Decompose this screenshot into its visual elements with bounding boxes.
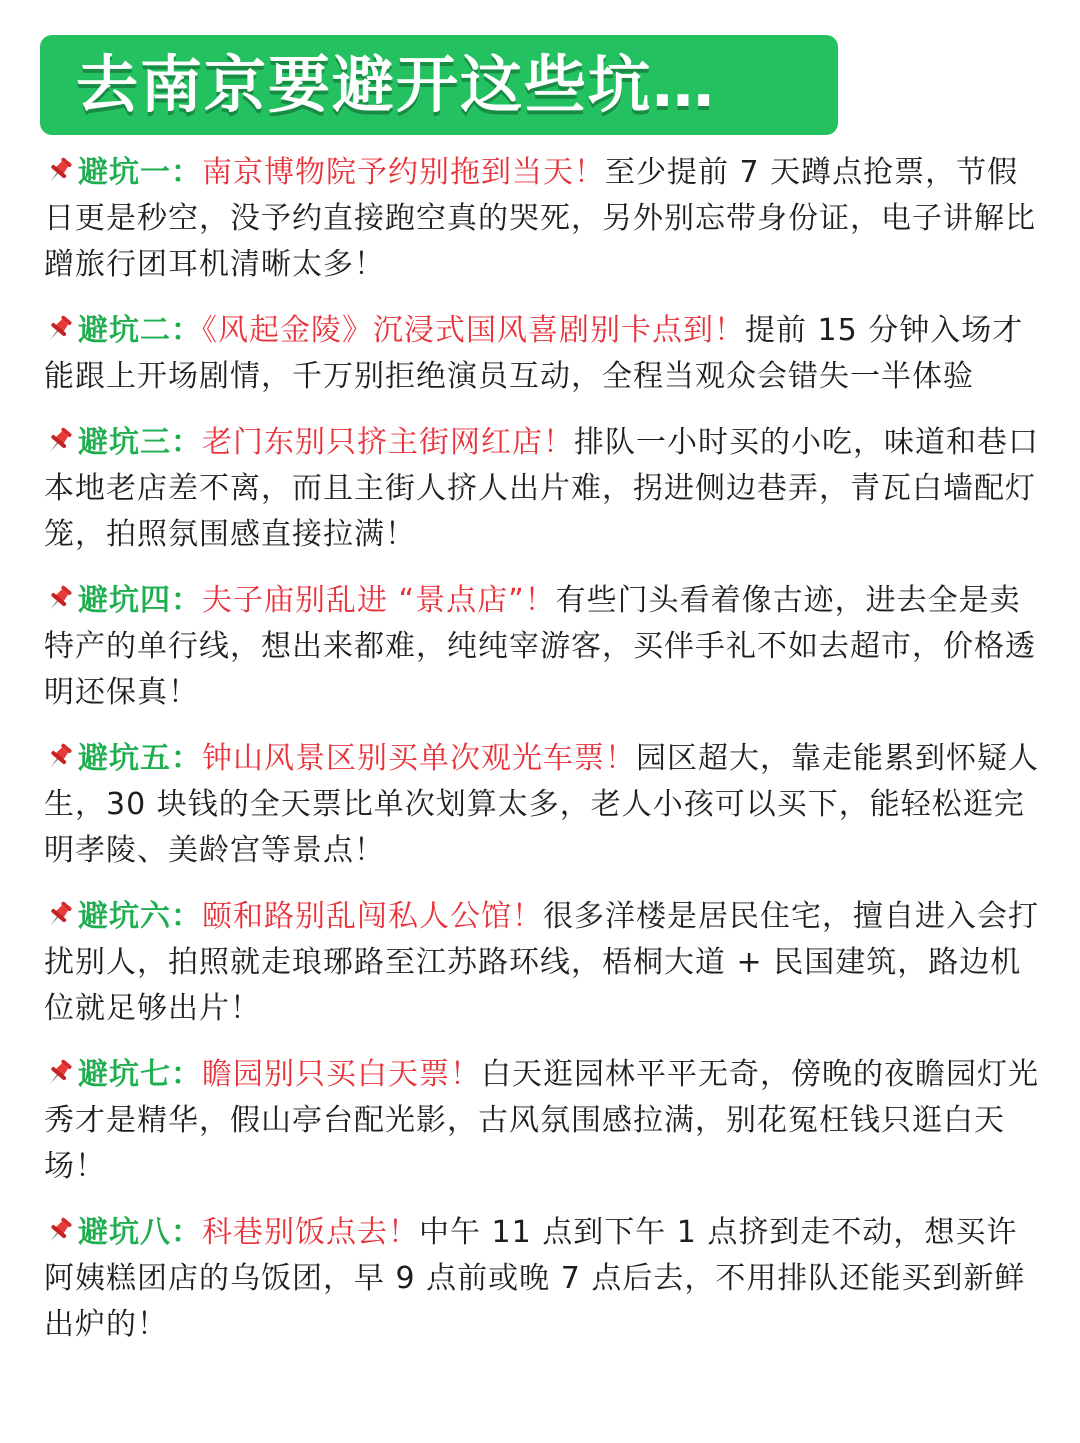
tip-headline: 颐和路别乱闯私人公馆！ (202, 899, 543, 934)
tip-label: 避坑三： (78, 425, 202, 460)
tip-label: 避坑七： (78, 1057, 202, 1092)
pushpin-icon (44, 898, 76, 930)
tip-item (44, 150, 1044, 288)
page-title: 去南京要避开这些坑… (76, 48, 717, 121)
pushpin-icon (44, 582, 76, 614)
pushpin-icon (44, 740, 76, 772)
tip-label: 避坑八： (78, 1215, 202, 1250)
tip-body: 白天逛园林平平无奇，傍晚的夜瞻园灯光秀才是精华，假山亭台配光影，古风氛围感拉满，别花冤枉钱只逛白天场！ (44, 1057, 1039, 1184)
tip-label: 避坑六： (78, 899, 202, 934)
tip-headline: 南京博物院予约别拖到当天！ (202, 155, 605, 190)
tip-headline: 科巷别饭点去！ (202, 1215, 419, 1250)
pushpin-icon (44, 1214, 76, 1246)
title-banner (40, 35, 838, 135)
tip-item (44, 894, 1044, 1032)
pushpin-icon (44, 312, 76, 344)
tip-item (44, 308, 1044, 400)
tip-item (44, 1210, 1044, 1348)
tip-body: 排队一小时买的小吃，味道和巷口本地老店差不离，而且主街人挤人出片难，拐进侧边巷弄，青瓦白墙配灯笼，拍照氛围感直接拉满！ (44, 425, 1039, 552)
tip-item (44, 736, 1044, 874)
tip-body: 提前 15 分钟入场才能跟上开场剧情，千万别拒绝演员互动，全程当观众会错失一半体验 (44, 313, 1024, 394)
tip-headline: 《风起金陵》沉浸式国风喜剧别卡点到！ (202, 313, 745, 348)
tip-headline: 瞻园别只买白天票！ (202, 1057, 481, 1092)
tip-headline: 老门东别只挤主街网红店！ (202, 425, 574, 460)
pushpin-icon (44, 1056, 76, 1088)
tip-item (44, 420, 1044, 558)
tip-body: 有些门头看着像古迹，进去全是卖特产的单行线，想出来都难，纯纯宰游客，买伴手礼不如去超市，价格透明还保真！ (44, 583, 1036, 710)
tip-body: 园区超大，靠走能累到怀疑人生，30 块钱的全天票比单次划算太多，老人小孩可以买下，能轻松逛完明孝陵、美龄宫等景点！ (44, 741, 1039, 868)
tip-label: 避坑一： (78, 155, 202, 190)
pushpin-icon (44, 154, 76, 186)
tip-headline: 钟山风景区别买单次观光车票！ (202, 741, 636, 776)
tip-label: 避坑二： (78, 313, 202, 348)
tips-list (44, 150, 1044, 1368)
tip-body: 很多洋楼是居民住宅，擅自进入会打扰别人，拍照就走琅琊路至江苏路环线，梧桐大道 + 民国建筑，路边机位就足够出片！ (44, 899, 1039, 1026)
tip-headline: 夫子庙别乱进 “景点店”！ (202, 583, 556, 618)
tip-body: 中午 11 点到下午 1 点挤到走不动，想买许阿姨糕团店的乌饭团，早 9 点前或晚 7 点后去，不用排队还能买到新鲜出炉的！ (44, 1215, 1026, 1342)
tip-body: 至少提前 7 天蹲点抢票，节假日更是秒空，没予约直接跑空真的哭死，另外别忘带身份证，电子讲解比蹭旅行团耳机清晰太多！ (44, 155, 1036, 282)
tip-item (44, 578, 1044, 716)
tip-label: 避坑五： (78, 741, 202, 776)
tip-label: 避坑四： (78, 583, 202, 618)
pushpin-icon (44, 424, 76, 456)
tip-item (44, 1052, 1044, 1190)
